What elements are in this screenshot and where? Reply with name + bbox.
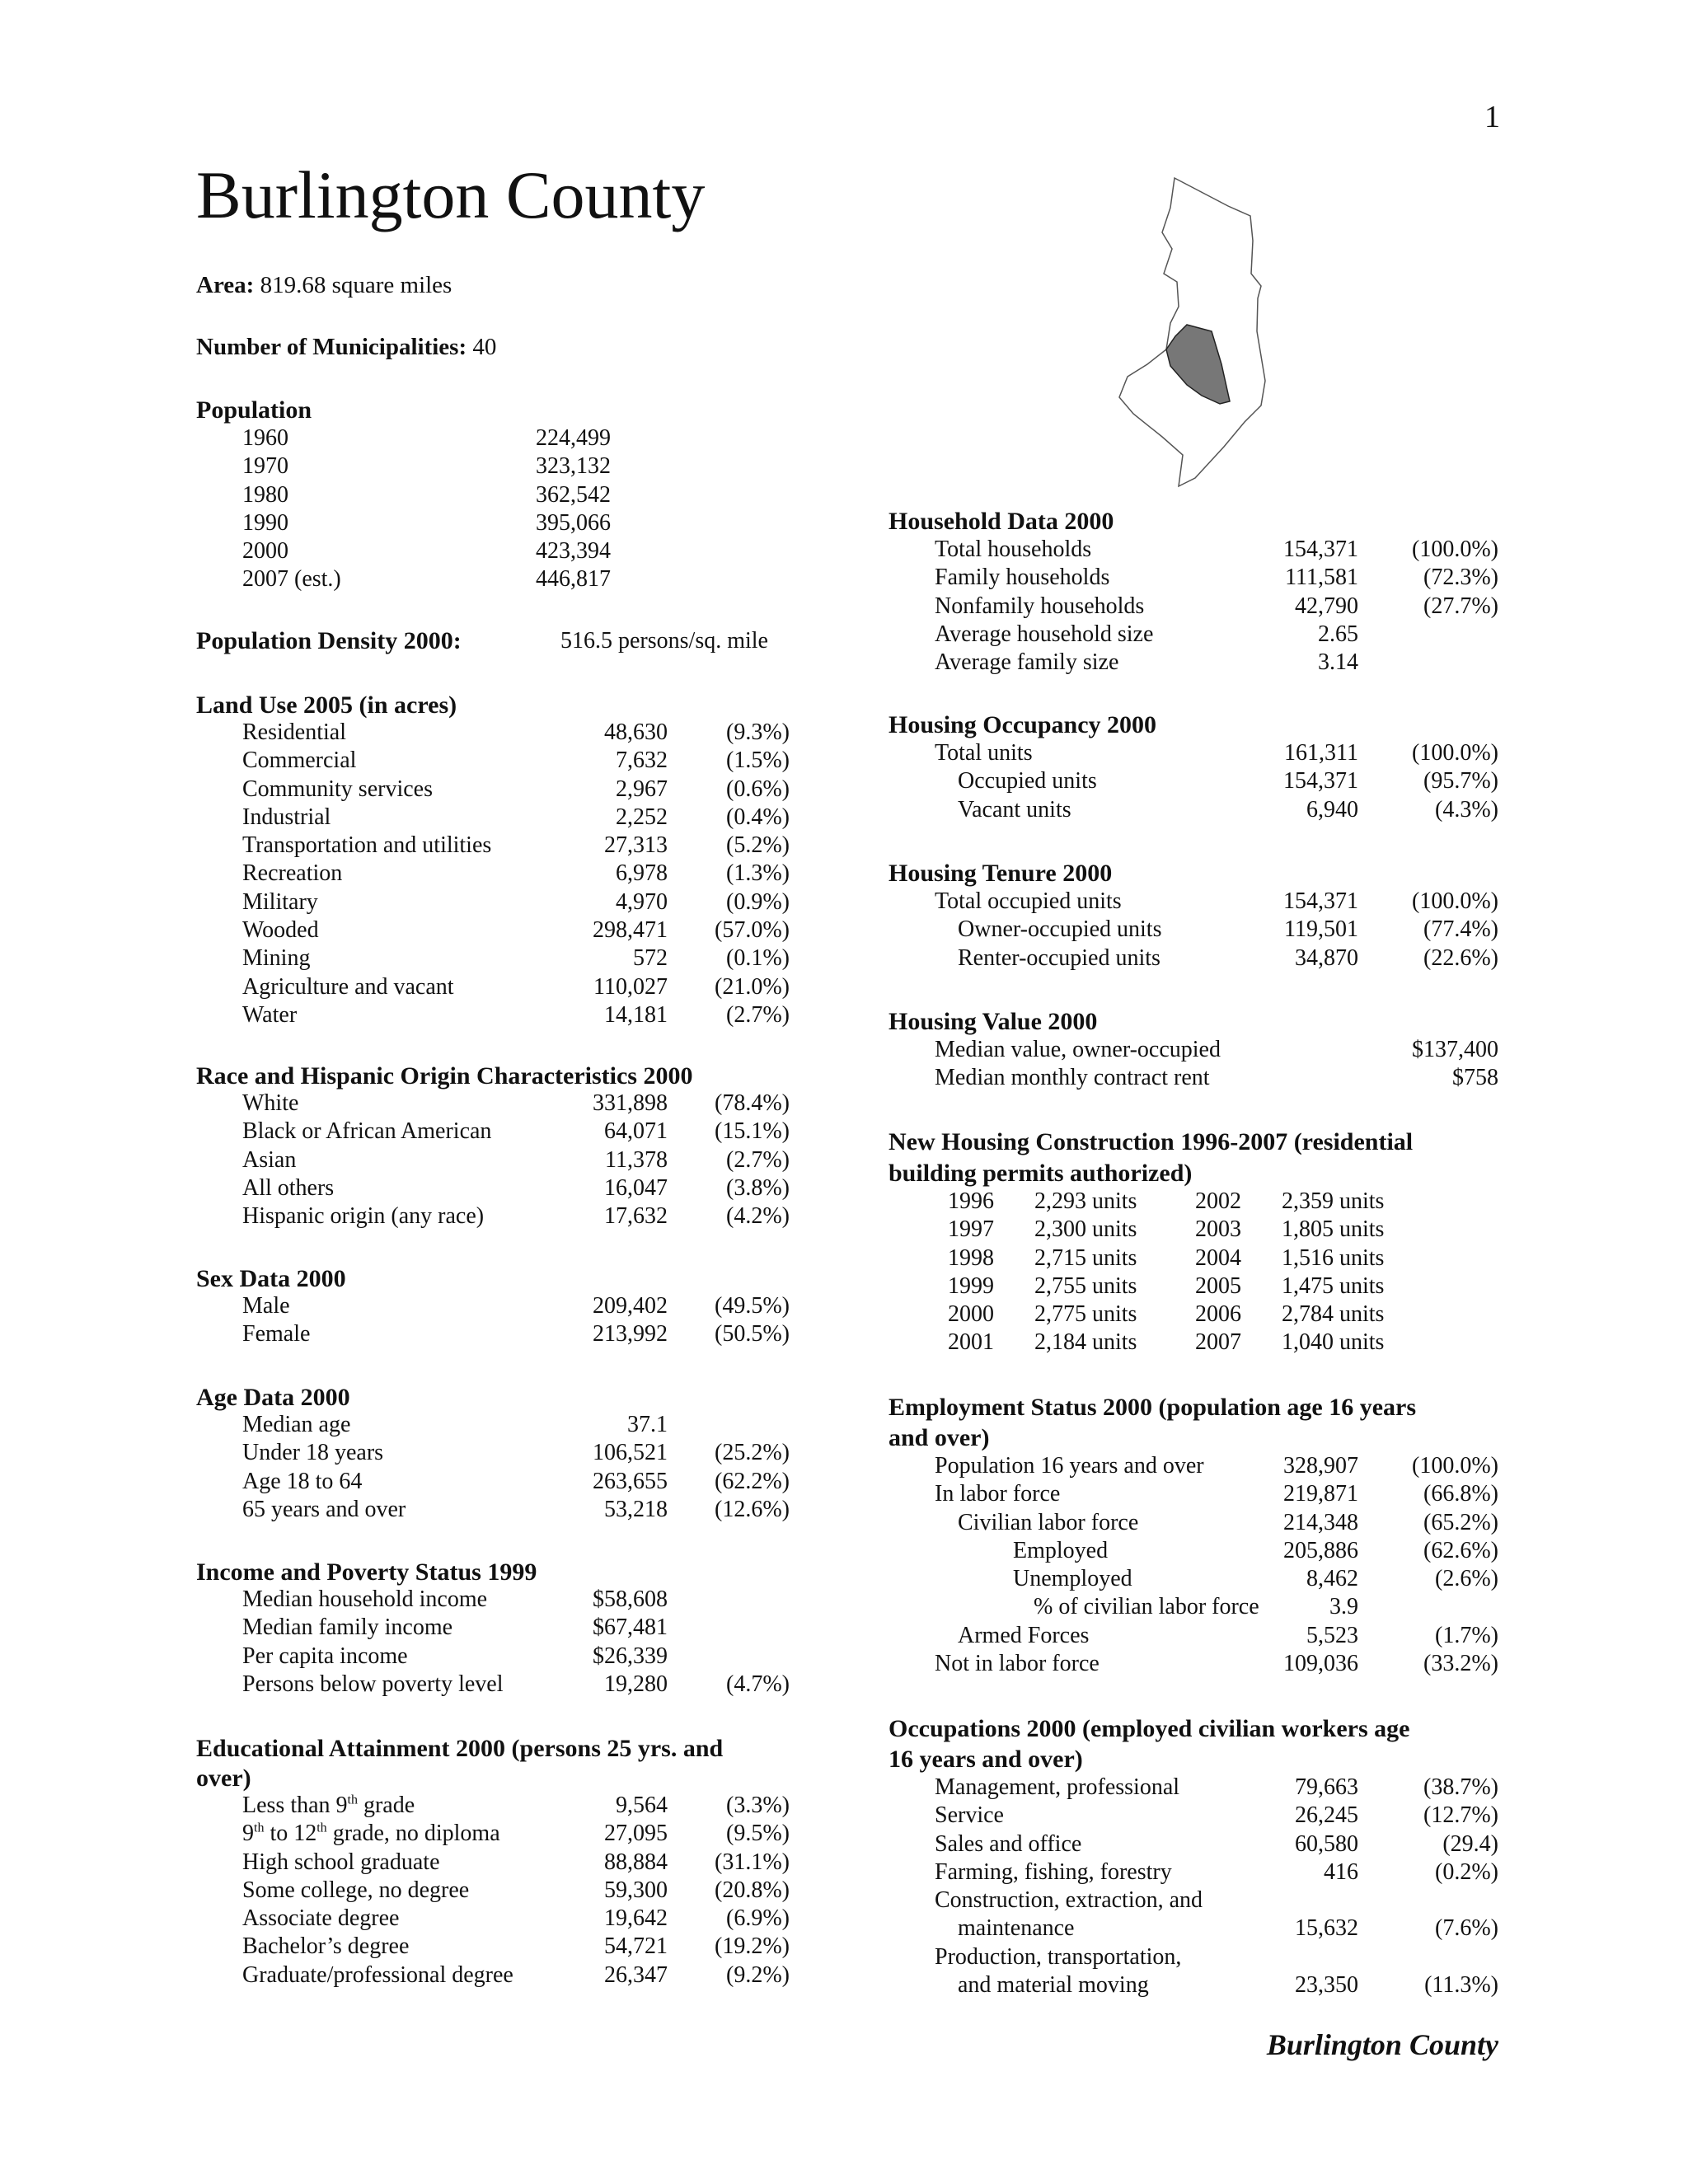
footer-county-name: Burlington County <box>1266 2028 1498 2061</box>
employment-percent: (62.6%) <box>1423 1537 1498 1563</box>
race-row <box>0 1090 824 1118</box>
land-use-label: Recreation <box>242 860 343 887</box>
occupations-percent: (38.7%) <box>1423 1774 1498 1800</box>
occupancy-value: 161,311 <box>1284 740 1358 766</box>
tenure-value: 34,870 <box>1295 944 1358 971</box>
page-number: 1 <box>1484 100 1500 134</box>
land-use-percent: (21.0%) <box>715 973 790 1000</box>
construction-units: 2,784 units <box>1282 1301 1385 1328</box>
land-use-percent: (0.6%) <box>726 776 790 802</box>
occupations-percent: (29.4) <box>1442 1830 1498 1857</box>
tenure-label: Owner-occupied units <box>958 916 1162 943</box>
employment-row <box>0 1650 1688 1678</box>
household-percent: (27.7%) <box>1423 593 1498 619</box>
tenure-row <box>0 944 1688 972</box>
occupations-row <box>0 1971 1688 1999</box>
occupations-value: 26,245 <box>1295 1802 1358 1829</box>
employment-value: 3.9 <box>1329 1594 1358 1620</box>
density-value: 516.5 persons/sq. mile <box>560 628 768 654</box>
occupancy-value: 154,371 <box>1283 768 1358 794</box>
occupations-heading-line2: 16 years and over) <box>889 1746 1083 1773</box>
land-use-percent: (9.3%) <box>726 719 790 745</box>
household-label: Average family size <box>935 649 1119 676</box>
housing-value-row <box>0 1064 1688 1092</box>
construction-year: 1999 <box>948 1272 994 1299</box>
employment-row <box>0 1622 1688 1650</box>
sex-value: 209,402 <box>593 1293 668 1319</box>
land-use-label: Commercial <box>242 748 357 774</box>
race-value: 17,632 <box>604 1203 668 1230</box>
housing-value-heading: Housing Value 2000 <box>889 1008 1098 1035</box>
employment-value: 5,523 <box>1306 1622 1358 1648</box>
occupations-label: Construction, extraction, and <box>935 1887 1203 1914</box>
construction-year: 2007 <box>1195 1329 1241 1356</box>
employment-row <box>0 1480 1688 1508</box>
construction-year: 2002 <box>1195 1188 1241 1214</box>
construction-year: 2000 <box>948 1301 994 1328</box>
land-use-percent: (5.2%) <box>726 832 790 859</box>
employment-value: 8,462 <box>1306 1566 1358 1592</box>
education-value: 27,095 <box>604 1821 668 1847</box>
race-percent: (15.1%) <box>715 1118 790 1145</box>
land-use-label: Military <box>242 888 318 915</box>
construction-year: 2001 <box>948 1329 994 1356</box>
race-label: Asian <box>242 1146 297 1173</box>
occupancy-percent: (4.3%) <box>1435 796 1498 823</box>
income-label: Median family income <box>242 1615 453 1641</box>
employment-label: Population 16 years and over <box>935 1453 1204 1479</box>
tenure-value: 154,371 <box>1283 888 1358 914</box>
education-label: Bachelor’s degree <box>242 1933 410 1960</box>
employment-label: Not in labor force <box>935 1651 1100 1677</box>
population-value: 224,499 <box>536 425 611 451</box>
occupancy-label: Occupied units <box>958 768 1097 794</box>
construction-heading-line2: building permits authorized) <box>889 1160 1193 1187</box>
household-label: Nonfamily households <box>935 593 1145 619</box>
employment-value: 219,871 <box>1283 1481 1358 1507</box>
construction-year: 1997 <box>948 1216 994 1243</box>
population-heading: Population <box>196 396 312 424</box>
education-percent: (20.8%) <box>715 1877 790 1903</box>
occupations-label: Sales and office <box>935 1830 1082 1857</box>
tenure-heading: Housing Tenure 2000 <box>889 860 1113 887</box>
age-value: 37.1 <box>627 1412 668 1437</box>
construction-row <box>0 1216 1688 1244</box>
age-label: Under 18 years <box>242 1440 384 1466</box>
construction-units: 2,293 units <box>1034 1188 1137 1214</box>
tenure-percent: (22.6%) <box>1423 944 1498 971</box>
household-value: 2.65 <box>1318 621 1358 647</box>
construction-units: 2,184 units <box>1034 1329 1137 1356</box>
occupancy-list <box>0 739 1688 824</box>
employment-row <box>0 1565 1688 1593</box>
employment-heading-line1: Employment Status 2000 (population age 16 years <box>889 1394 1417 1421</box>
occupancy-row <box>0 796 1688 824</box>
tenure-row <box>0 888 1688 916</box>
occupations-row <box>0 1915 1688 1943</box>
occupations-label: maintenance <box>958 1915 1075 1942</box>
employment-label: Employed <box>1013 1537 1109 1563</box>
race-heading: Race and Hispanic Origin Characteristics 2000 <box>196 1062 693 1090</box>
land-use-percent: (0.4%) <box>726 804 790 830</box>
education-label: Graduate/professional degree <box>242 1961 513 1988</box>
occupations-percent: (11.3%) <box>1424 1972 1498 1999</box>
construction-units: 2,300 units <box>1034 1216 1137 1243</box>
construction-units: 2,359 units <box>1282 1188 1385 1214</box>
household-label: Total households <box>935 537 1092 562</box>
construction-row <box>0 1188 1688 1216</box>
occupations-value: 60,580 <box>1295 1830 1358 1857</box>
race-value: 16,047 <box>604 1174 668 1201</box>
land-use-value: 48,630 <box>604 719 668 745</box>
race-percent: (4.2%) <box>726 1203 790 1230</box>
education-value: 59,300 <box>604 1877 668 1903</box>
age-label: Median age <box>242 1412 351 1437</box>
income-percent: (4.7%) <box>726 1671 790 1697</box>
population-year: 1960 <box>242 425 288 451</box>
construction-year: 2005 <box>1195 1272 1241 1299</box>
tenure-percent: (100.0%) <box>1412 888 1498 914</box>
land-use-percent: (0.9%) <box>726 888 790 915</box>
population-value: 395,066 <box>536 509 611 536</box>
occupations-row <box>0 1943 1688 1971</box>
employment-value: 328,907 <box>1283 1453 1358 1479</box>
employment-percent: (33.2%) <box>1423 1651 1498 1677</box>
employment-row <box>0 1593 1688 1621</box>
population-value: 423,394 <box>536 538 611 565</box>
household-row <box>0 564 1688 592</box>
education-percent: (9.2%) <box>726 1961 790 1988</box>
occupations-label: Service <box>935 1802 1004 1829</box>
race-row <box>0 1118 824 1146</box>
area-value: 819.68 square miles <box>260 272 452 298</box>
occupancy-percent: (100.0%) <box>1412 740 1498 766</box>
page-title: Burlington County <box>196 157 706 232</box>
income-label: Median household income <box>242 1586 488 1612</box>
housing-value-label: Median monthly contract rent <box>935 1065 1210 1091</box>
household-row <box>0 621 1688 649</box>
population-value: 446,817 <box>536 566 611 593</box>
occupations-percent: (7.6%) <box>1435 1915 1498 1942</box>
tenure-percent: (77.4%) <box>1423 916 1498 943</box>
population-year: 1990 <box>242 509 288 536</box>
education-label: Associate degree <box>242 1905 400 1932</box>
occupations-percent: (0.2%) <box>1435 1858 1498 1885</box>
construction-units: 2,715 units <box>1034 1244 1137 1271</box>
education-label: 9th to 12th grade, no diploma <box>242 1821 500 1847</box>
construction-units: 1,516 units <box>1282 1244 1385 1271</box>
age-row <box>0 1411 824 1439</box>
age-label: 65 years and over <box>242 1496 406 1522</box>
occupations-value: 416 <box>1324 1858 1358 1885</box>
construction-year: 1996 <box>948 1188 994 1214</box>
household-percent: (72.3%) <box>1423 565 1498 591</box>
race-label: All others <box>242 1174 335 1201</box>
education-percent: (19.2%) <box>715 1933 790 1960</box>
age-label: Age 18 to 64 <box>242 1468 363 1494</box>
race-label: Black or African American <box>242 1118 492 1145</box>
density-label: Population Density 2000: <box>196 627 462 654</box>
race-percent: (3.8%) <box>726 1174 790 1201</box>
land-use-value: 6,978 <box>616 860 668 887</box>
population-row <box>0 509 824 537</box>
employment-value: 214,348 <box>1283 1509 1358 1535</box>
race-percent: (2.7%) <box>726 1146 790 1173</box>
sex-label: Female <box>242 1321 311 1347</box>
employment-value: 205,886 <box>1283 1537 1358 1563</box>
race-percent: (78.4%) <box>715 1090 790 1116</box>
occupations-label: Production, transportation, <box>935 1943 1182 1970</box>
age-percent: (62.2%) <box>715 1468 790 1494</box>
income-value: $26,339 <box>593 1643 668 1669</box>
education-heading-line2: over) <box>196 1765 251 1792</box>
employment-label: In labor force <box>935 1481 1061 1507</box>
household-heading: Household Data 2000 <box>889 508 1114 535</box>
population-row <box>0 424 824 452</box>
occupancy-label: Vacant units <box>958 796 1071 823</box>
occupancy-heading: Housing Occupancy 2000 <box>889 711 1157 738</box>
education-value: 26,347 <box>604 1961 668 1988</box>
age-value: 263,655 <box>593 1468 668 1494</box>
construction-units: 1,040 units <box>1282 1329 1385 1356</box>
income-value: 19,280 <box>604 1671 668 1697</box>
area-label: Area: <box>196 272 255 298</box>
land-use-percent: (1.3%) <box>726 860 790 887</box>
construction-row <box>0 1244 1688 1272</box>
population-value: 362,542 <box>536 481 611 508</box>
education-label: Some college, no degree <box>242 1877 470 1903</box>
land-use-value: 14,181 <box>604 1001 668 1028</box>
land-use-label: Water <box>242 1001 298 1028</box>
employment-label: Civilian labor force <box>958 1509 1139 1535</box>
population-row <box>0 452 824 480</box>
sex-label: Male <box>242 1293 290 1319</box>
occupancy-percent: (95.7%) <box>1423 768 1498 794</box>
land-use-label: Mining <box>242 945 311 972</box>
tenure-row <box>0 916 1688 944</box>
employment-label: % of civilian labor force <box>1034 1594 1259 1620</box>
occupations-label: Management, professional <box>935 1774 1180 1800</box>
municipalities-label: Number of Municipalities: <box>196 334 467 360</box>
occupancy-value: 6,940 <box>1306 796 1358 823</box>
construction-row <box>0 1272 1688 1301</box>
land-use-value: 4,970 <box>616 888 668 915</box>
employment-label: Unemployed <box>1013 1566 1132 1592</box>
land-use-heading: Land Use 2005 (in acres) <box>196 691 457 719</box>
employment-percent: (100.0%) <box>1412 1453 1498 1479</box>
occupations-label: and material moving <box>958 1972 1149 1999</box>
income-value: $67,481 <box>593 1615 668 1641</box>
occupations-row <box>0 1774 1688 1802</box>
land-use-value: 7,632 <box>616 748 668 774</box>
population-year: 2007 (est.) <box>242 566 341 593</box>
sex-value: 213,992 <box>593 1321 668 1347</box>
employment-percent: (65.2%) <box>1423 1509 1498 1535</box>
occupations-label: Farming, fishing, forestry <box>935 1858 1172 1885</box>
land-use-label: Residential <box>242 719 346 745</box>
income-heading: Income and Poverty Status 1999 <box>196 1558 537 1586</box>
tenure-label: Renter-occupied units <box>958 944 1160 971</box>
race-value: 64,071 <box>604 1118 668 1145</box>
land-use-label: Transportation and utilities <box>242 832 492 859</box>
household-label: Family households <box>935 565 1110 591</box>
employment-percent: (1.7%) <box>1435 1622 1498 1648</box>
population-row <box>0 481 824 509</box>
construction-year: 2006 <box>1195 1301 1241 1328</box>
household-row <box>0 593 1688 621</box>
land-use-value: 2,252 <box>616 804 668 830</box>
education-percent: (9.5%) <box>726 1821 790 1847</box>
housing-value-list <box>0 1036 1688 1093</box>
new-jersey-locator-map <box>1096 175 1286 488</box>
population-year: 1970 <box>242 453 288 480</box>
tenure-value: 119,501 <box>1284 916 1358 943</box>
education-value: 9,564 <box>616 1793 668 1818</box>
occupations-heading-line1: Occupations 2000 (employed civilian workers age <box>889 1715 1410 1742</box>
occupations-value: 15,632 <box>1295 1915 1358 1942</box>
education-percent: (31.1%) <box>715 1849 790 1875</box>
education-label: High school graduate <box>242 1849 440 1875</box>
household-row <box>0 649 1688 677</box>
land-use-row <box>0 832 824 860</box>
employment-row <box>0 1509 1688 1537</box>
construction-year: 2004 <box>1195 1244 1241 1271</box>
age-value: 53,218 <box>604 1496 668 1522</box>
construction-row <box>0 1329 1688 1357</box>
employment-percent: (66.8%) <box>1423 1481 1498 1507</box>
tenure-list <box>0 888 1688 972</box>
land-use-percent: (2.7%) <box>726 1001 790 1028</box>
area-line <box>196 272 452 299</box>
land-use-row <box>0 860 824 888</box>
employment-value: 109,036 <box>1283 1651 1358 1677</box>
age-percent: (25.2%) <box>715 1440 790 1466</box>
housing-value-label: Median value, owner-occupied <box>935 1037 1221 1062</box>
household-label: Average household size <box>935 621 1154 647</box>
household-row <box>0 536 1688 564</box>
household-percent: (100.0%) <box>1412 537 1498 562</box>
income-label: Persons below poverty level <box>242 1671 504 1697</box>
land-use-label: Wooded <box>242 917 319 944</box>
race-label: White <box>242 1090 299 1116</box>
occupancy-row <box>0 739 1688 767</box>
household-value: 111,581 <box>1285 565 1358 591</box>
employment-percent: (2.6%) <box>1435 1566 1498 1592</box>
race-value: 331,898 <box>593 1090 668 1116</box>
housing-value-percent: $758 <box>1452 1065 1498 1091</box>
construction-row <box>0 1301 1688 1329</box>
occupations-percent: (12.7%) <box>1423 1802 1498 1829</box>
employment-label: Armed Forces <box>958 1622 1090 1648</box>
occupations-value: 79,663 <box>1295 1774 1358 1800</box>
land-use-value: 27,313 <box>604 832 668 859</box>
household-value: 154,371 <box>1283 537 1358 562</box>
construction-list <box>0 1188 1688 1357</box>
education-label: Less than 9th grade <box>242 1793 415 1818</box>
construction-units: 1,805 units <box>1282 1216 1385 1243</box>
employment-row <box>0 1452 1688 1480</box>
occupations-row <box>0 1858 1688 1886</box>
race-value: 11,378 <box>605 1146 668 1173</box>
education-value: 88,884 <box>604 1849 668 1875</box>
land-use-value: 2,967 <box>616 776 668 802</box>
construction-units: 2,775 units <box>1034 1301 1137 1328</box>
land-use-value: 298,471 <box>593 917 668 944</box>
occupations-row <box>0 1802 1688 1830</box>
housing-value-percent: $137,400 <box>1412 1037 1498 1062</box>
occupations-row <box>0 1830 1688 1858</box>
construction-heading-line1: New Housing Construction 1996-2007 (residential <box>889 1128 1414 1155</box>
education-percent: (3.3%) <box>726 1793 790 1818</box>
household-list <box>0 536 1688 677</box>
land-use-percent: (57.0%) <box>715 917 790 944</box>
age-heading: Age Data 2000 <box>196 1384 350 1411</box>
sex-percent: (49.5%) <box>715 1293 790 1319</box>
construction-units: 1,475 units <box>1282 1272 1385 1299</box>
municipalities-value: 40 <box>472 334 497 360</box>
education-heading-line1: Educational Attainment 2000 (persons 25 yrs. and <box>196 1735 724 1762</box>
race-label: Hispanic origin (any race) <box>242 1203 485 1230</box>
occupations-row <box>0 1886 1688 1915</box>
occupancy-label: Total units <box>935 740 1033 766</box>
land-use-row <box>0 973 824 1001</box>
land-use-value: 572 <box>633 945 668 972</box>
race-row <box>0 1146 824 1174</box>
municipalities-line <box>196 334 496 361</box>
land-use-value: 110,027 <box>593 973 668 1000</box>
land-use-percent: (0.1%) <box>726 945 790 972</box>
sex-heading: Sex Data 2000 <box>196 1265 346 1292</box>
occupations-list <box>0 1774 1688 1999</box>
education-value: 54,721 <box>604 1933 668 1960</box>
age-value: 106,521 <box>593 1440 668 1466</box>
construction-year: 2003 <box>1195 1216 1241 1243</box>
tenure-label: Total occupied units <box>935 888 1122 914</box>
education-percent: (6.9%) <box>726 1905 790 1932</box>
land-use-label: Agriculture and vacant <box>242 973 454 1000</box>
land-use-percent: (1.5%) <box>726 748 790 774</box>
occupations-value: 23,350 <box>1295 1972 1358 1999</box>
land-use-label: Industrial <box>242 804 331 830</box>
sex-percent: (50.5%) <box>715 1321 790 1347</box>
population-year: 2000 <box>242 538 288 565</box>
land-use-row <box>0 1001 824 1029</box>
occupancy-row <box>0 767 1688 795</box>
age-percent: (12.6%) <box>715 1496 790 1522</box>
income-label: Per capita income <box>242 1643 408 1669</box>
income-value: $58,608 <box>593 1586 668 1612</box>
population-year: 1980 <box>242 481 288 508</box>
housing-value-row <box>0 1036 1688 1064</box>
household-value: 42,790 <box>1295 593 1358 619</box>
household-value: 3.14 <box>1318 649 1358 676</box>
population-value: 323,132 <box>536 453 611 480</box>
construction-year: 1998 <box>948 1244 994 1271</box>
employment-heading-line2: and over) <box>889 1424 990 1451</box>
employment-row <box>0 1537 1688 1565</box>
construction-units: 2,755 units <box>1034 1272 1137 1299</box>
education-value: 19,642 <box>604 1905 668 1932</box>
employment-list <box>0 1452 1688 1678</box>
land-use-label: Community services <box>242 776 433 802</box>
